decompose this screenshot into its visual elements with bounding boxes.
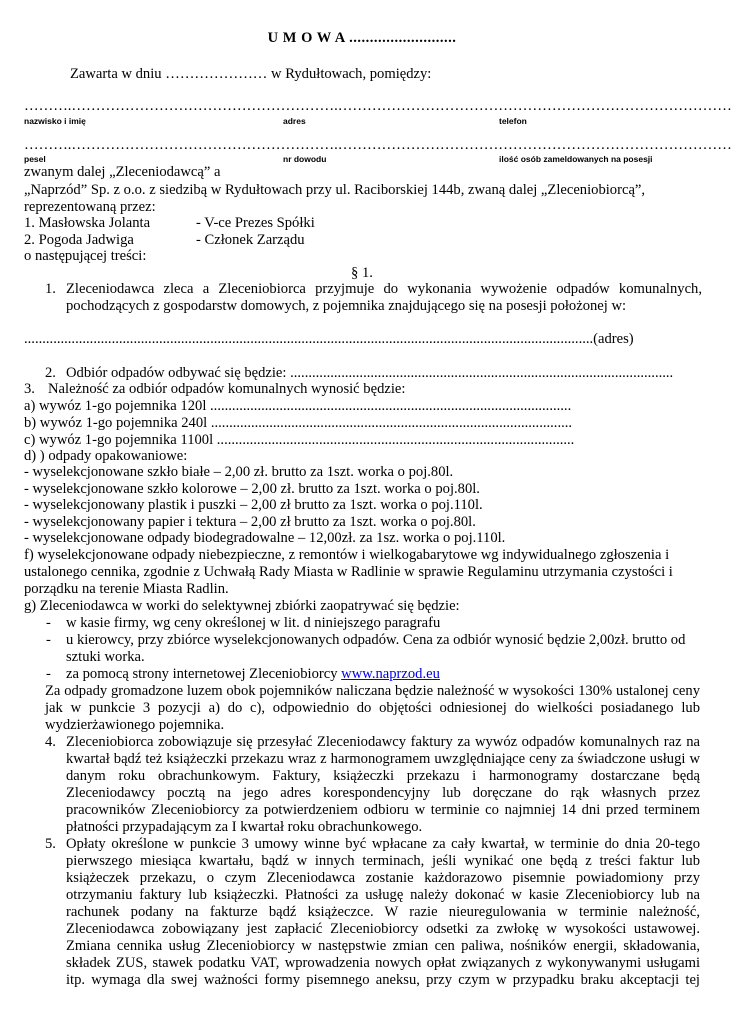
fees-heading: Należność za odbiór odpadów komunalnych wynosić będzie:: [48, 381, 406, 397]
label-address: adres: [283, 116, 306, 126]
point-3-number: 3.: [24, 381, 35, 397]
g-bullet-2: -: [46, 632, 51, 648]
point-4-line-2: kwartał bądź też książeczki przekazu wraz z harmonogramem uwzględniające ceny za świadczone usługi w: [66, 751, 700, 767]
point-1-number: 1.: [45, 281, 56, 297]
document-title: U M O W A ..........................: [267, 30, 457, 46]
loose-waste-line-3: wydzierżawionego pojemnika.: [45, 717, 225, 733]
point-5-line-9: itp. wymaga dla swej ważności formy pisemnego aneksu, przy czym w przypadku braku akceptacji tej: [66, 972, 700, 988]
fee-g-heading: g) Zleceniodawca w worki do selektywnej zbiórki zaopatrywać się będzie:: [24, 598, 460, 614]
fee-a-120l: a) wywóz 1-go pojemnika 120l ...................................................................................................: [24, 398, 572, 414]
section-heading: § 1.: [351, 265, 373, 281]
label-pesel: pesel: [24, 154, 46, 164]
point-4-line-5: pracowników Zleceniobiorcy za potwierdzeniem odbioru w terminie co najmniej 14 dni przed terminem: [66, 802, 700, 818]
loose-waste-line-2: jak w punkcie 3 pozycji a) do c), odpowiednio do objętości odniesionej do wielkości posiadanego lub: [45, 700, 700, 716]
point-5-line-3: książeczek przekazu, o czym Zleceniodawca zostanie każdorazowo pisemnie powiadomiony przy: [66, 870, 700, 886]
intro-line: Zawarta w dniu ………………… w Rydułtowach, pomiędzy:: [70, 66, 432, 82]
point-4-line-4: Zleceniodawcy pocztą na jego adres korespondencyjny lub doręczane do rąk własnych przez: [66, 785, 700, 801]
fee-d-plastic: - wyselekcjonowany plastik i puszki – 2,00 zł brutto za 1szt. worka o poj.110l.: [24, 497, 483, 513]
loose-waste-line-1: Za odpady gromadzone luzem obok pojemników naliczana będzie należność w wysokości 130% ustalonej ceny: [45, 683, 700, 699]
fee-d-paper: - wyselekcjonowany papier i tektura – 2,00 zł brutto za 1szt. worka o poj.80l.: [24, 514, 476, 530]
g-bullet-1: -: [46, 615, 51, 631]
address-dotted-line: ............................................................................................................................................................(adres): [24, 331, 634, 347]
fee-f-line-3: porządku na terenie Miasta Radlin.: [24, 581, 229, 597]
point-5-line-5: rachunek podany na fakturze bądź książeczce. W razie nieuregulowania w terminie należność,: [66, 904, 700, 920]
fee-c-1100l: c) wywóz 1-go pojemnika 1100l ..................................................................................................: [24, 432, 575, 448]
g-bullet-3: -: [46, 666, 51, 682]
represented-by: reprezentowaną przez:: [24, 199, 156, 215]
point-5-line-8: składek ZUS, stawek podatku VAT, wprowadzenia nowych opłat związanych z wykonywanymi usługami: [66, 955, 700, 971]
fee-b-240l: b) wywóz 1-go pojemnika 240l ...................................................................................................: [24, 415, 573, 431]
representative-1-role: - V-ce Prezes Spółki: [196, 215, 315, 231]
fee-d-colored-glass: - wyselekcjonowane szkło kolorowe – 2,00 zł. brutto za 1szt. worka o poj.80l.: [24, 481, 480, 497]
pickup-schedule-line: Odbiór odpadów odbywać się będzie: .........................................................................................................: [66, 365, 674, 381]
point-5-line-1: Opłaty określone w punkcie 3 umowy winne być wpłacane za cały kwartał, w terminie do dnia 20-tego: [66, 836, 700, 852]
point-5-line-4: otrzymaniu faktury lub książeczki. Płatności za usługę należy dokonać w kasie Zleceniobiorcy lub na: [66, 887, 700, 903]
g-option-driver-line-1: u kierowcy, przy zbiórce wyselekcjonowanych odpadów. Cena za odbiór wynosić będzie 2,00zł. brutto od: [66, 632, 686, 648]
representative-2-role: - Członek Zarządu: [196, 232, 305, 248]
point-5-line-2: pierwszego miesiąca kwartału, bądź w innych terminach, jeśli wynikać one będą z treści faktur lub: [66, 853, 700, 869]
label-phone: telefon: [499, 116, 527, 126]
representative-1-name: 1. Masłowska Jolanta: [24, 215, 151, 231]
party-dotted-line-2: ……….……………………………………………….………………………………………………………………………: [24, 137, 732, 153]
g-option-website: [66, 666, 440, 683]
g-option-driver-line-2: sztuki worka.: [66, 649, 145, 665]
point-4-number: 4.: [45, 734, 56, 750]
fee-d-heading: d) ) odpady opakowaniowe:: [24, 448, 188, 464]
representative-2-name: 2. Pogoda Jadwiga: [24, 232, 134, 248]
g-option-website-text: za pomocą strony internetowej Zleceniobiorcy: [66, 666, 342, 682]
contractor-line: „Naprzód” Sp. z o.o. z siedzibą w Rydułtowach przy ul. Raciborskiej 144b, zwaną dalej „Zleceniobiorcą”,: [24, 182, 646, 198]
label-id-number: nr dowodu: [283, 154, 327, 164]
fee-f-line-1: f) wyselekcjonowane odpady niebezpieczne, z remontów i wielkogabarytowe wg indywidualnego zgłoszenia i: [24, 547, 670, 563]
point-4-line-1: Zleceniobiorca zobowiązuje się przesyłać Zleceniodawcy faktury za wywóz odpadów komunalnych raz na: [66, 734, 700, 750]
point-5-number: 5.: [45, 836, 56, 852]
point-5-line-6: Zleceniodawca zobowiązany jest zapłacić Zleceniobiorcy odsetki za zwłokę w wysokości ustawowej.: [66, 921, 700, 937]
g-option-cashier: w kasie firmy, wg ceny określonej w lit. d niniejszego paragrafu: [66, 615, 441, 631]
point-4-line-6: płatności przypadającym za I kwartał roku obrachunkowego.: [66, 819, 423, 835]
client-designation: zwanym dalej „Zleceniodawcą” a: [24, 164, 221, 180]
fee-f-line-2: ustalonego cennika, zgodnie z Uchwałą Rady Miasta w Radlinie w sprawie Regulaminu utrzymania czystości i: [24, 564, 673, 580]
point-1-line-1: Zleceniodawca zleca a Zleceniobiorca przyjmuje do wykonania wywożenie odpadów komunalnych,: [66, 281, 702, 297]
point-4-line-3: danym roku obrachunkowym. Faktury, książeczki przekazu i harmonogramy dostarczane będą: [66, 768, 700, 784]
point-5-line-7: Zmiana cennika usług Zleceniobiorcy w następstwie zmian cen paliwa, nośników energii, składowania,: [66, 938, 700, 954]
fee-d-white-glass: - wyselekcjonowane szkło białe – 2,00 zł. brutto za 1szt. worka o poj.80l.: [24, 464, 454, 480]
website-link[interactable]: www.naprzod.eu: [341, 666, 440, 682]
point-1-line-2: pochodzących z gospodarstw domowych, z pojemnika znajdującego się na posesji położonej w:: [66, 298, 627, 314]
point-2-number: 2.: [45, 365, 56, 381]
label-name: nazwisko i imię: [24, 116, 86, 126]
fee-d-biodegradable: - wyselekcjonowane odpady biodegradowalne – 12,00zł. za 1sz. worka o poj.110l.: [24, 530, 506, 546]
content-intro: o następującej treści:: [24, 248, 147, 264]
label-residents: ilość osób zameldowanych na posesji: [499, 154, 653, 164]
party-dotted-line-1: ……….……………………………………………….………………………………………………………………………: [24, 98, 732, 114]
